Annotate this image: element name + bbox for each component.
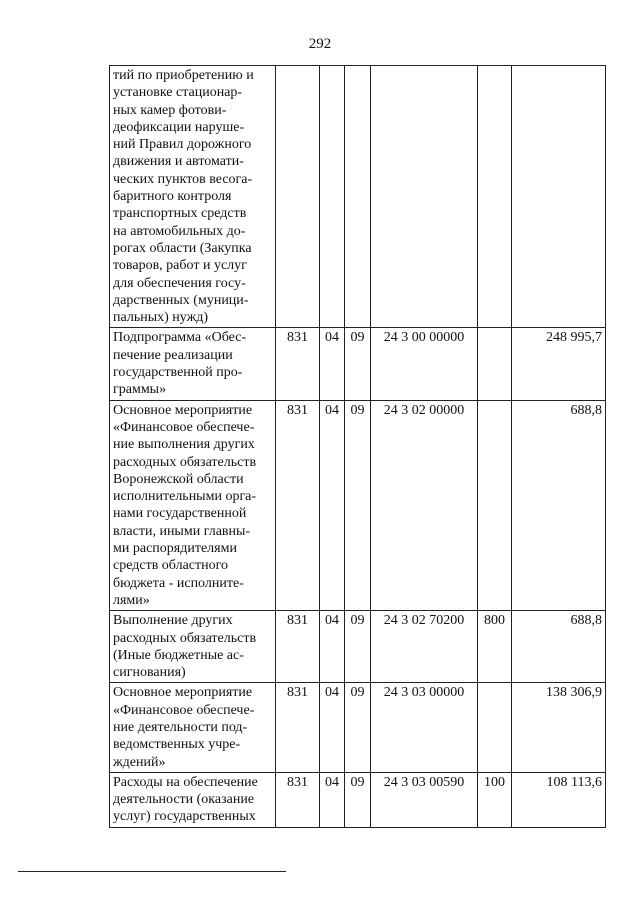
target-article-cell [371,66,478,328]
expense-type-cell [478,683,512,772]
row-name-cell: Выполнение других расходных обязательств (Иные бюджетные ас- сигнования) [110,611,276,683]
table-row [110,400,606,611]
page-number: 292 [308,36,332,52]
target-article-cell: 24 3 03 00000 [371,683,478,772]
gr-code-cell: 831 [276,683,320,772]
amount-cell: 688,8 [512,400,606,611]
expense-type-cell [478,328,512,400]
section-code-cell: 04 [320,328,345,400]
amount-cell: 248 995,7 [512,328,606,400]
subsection-code-cell: 09 [345,683,371,772]
section-code-cell: 04 [320,611,345,683]
subsection-code-cell [345,66,371,328]
gr-code-cell [276,66,320,328]
target-article-cell: 24 3 03 00590 [371,772,478,827]
amount-cell: 138 306,9 [512,683,606,772]
amount-cell: 108 113,6 [512,772,606,827]
row-name-cell: тий по приобретению и установке стационар- ных камер фотови- деофиксации наруше- ний Правил дорожного движения и автомати- ческих пунктов весога- баритного контроля транспортных средств на автомобильных до- рогах области (Закупка товаров, работ и услуг для обеспечения госу- дарственных (муници- пальных) нужд) [110,66,276,328]
subsection-code-cell: 09 [345,328,371,400]
section-code-cell: 04 [320,400,345,611]
section-code-cell: 04 [320,683,345,772]
table-row [110,66,606,328]
expense-type-cell [478,400,512,611]
expense-type-cell: 800 [478,611,512,683]
table-row [110,772,606,827]
row-name-cell: Основное мероприятие «Финансовое обеспече- ние деятельности под- ведомственных учре- ждений» [110,683,276,772]
gr-code-cell: 831 [276,772,320,827]
row-name-cell: Основное мероприятие «Финансовое обеспече- ние выполнения других расходных обязательств Воронежской области исполнительными орга- нами государственной власти, иными главны- ми распорядителями средств областного бюджета - исполните- лями» [110,400,276,611]
amount-cell [512,66,606,328]
subsection-code-cell: 09 [345,611,371,683]
table-row [110,328,606,400]
amount-cell: 688,8 [512,611,606,683]
target-article-cell: 24 3 02 70200 [371,611,478,683]
target-article-cell: 24 3 02 00000 [371,400,478,611]
budget-table [109,65,606,828]
footnote-separator [18,871,286,872]
expense-type-cell [478,66,512,328]
gr-code-cell: 831 [276,611,320,683]
table-row [110,611,606,683]
subsection-code-cell: 09 [345,400,371,611]
row-name-cell: Подпрограмма «Обес- печение реализации государственной про- граммы» [110,328,276,400]
section-code-cell: 04 [320,772,345,827]
table-row [110,683,606,772]
gr-code-cell: 831 [276,328,320,400]
row-name-cell: Расходы на обеспечение деятельности (оказание услуг) государственных [110,772,276,827]
expense-type-cell: 100 [478,772,512,827]
subsection-code-cell: 09 [345,772,371,827]
target-article-cell: 24 3 00 00000 [371,328,478,400]
section-code-cell [320,66,345,328]
gr-code-cell: 831 [276,400,320,611]
